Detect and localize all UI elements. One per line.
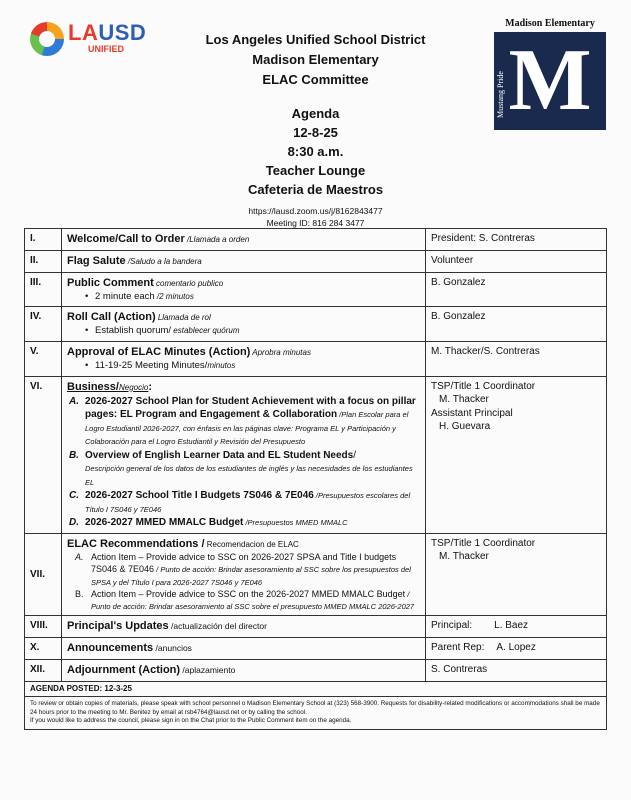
item-cell <box>62 272 426 307</box>
item-title: Approval of ELAC Minutes (Action) <box>67 346 251 358</box>
item-cell: Business/Negocio: A. 2026-2027 School Plan for Student Achievement with a focus on pillar pages: EL Program and Engagement & Collaboration /Plan Escolar para el Logro Estudiantil 2026-2027, con énfasis en las páginas clave: Programa EL y Participación y Colaboración para el Logro Estudiantil y Revisión del Presupuesto B. Overview of English Learner Data and EL Student Needs/ Descripción general de los datos de los estudiantes de inglés y las necesidades de los estudiantes EL C. 2026-2027 School Title I Budgets 7S046 & 7E046 /Presupuestos escolares del Título I 7S046 y 7E046 D. 2026-2027 MMED MMALC Budget /Presupuestos MMED MMALC <box>62 376 426 533</box>
item-title: Public Comment <box>67 276 154 289</box>
meeting-id: Meeting ID: 816 284 3477 <box>266 218 365 228</box>
lausd-unified-text: UNIFIED <box>88 44 124 54</box>
item-presenter: M. Thacker/S. Contreras <box>426 342 607 377</box>
item-cell <box>62 616 426 638</box>
item-presenter: President: S. Contreras <box>426 229 607 251</box>
item-spanish: Recomendacion de ELAC <box>204 539 299 549</box>
sub-item: B. Action Item – Provide advice to SSC on the 2026-2027 MMED MMALC Budget / Punto de acción: Brindar asesoramiento al SSC sobre el presupuesto MMED MMALC 2026-2027 <box>75 588 415 611</box>
item-presenter: Volunteer <box>426 250 607 272</box>
district-name: Los Angeles Unified School District <box>205 32 426 47</box>
agenda-posted: AGENDA POSTED: 12-3-25 <box>25 681 607 697</box>
sub-item: C. 2026-2027 School Title I Budgets 7S046 & 7E046 /Presupuestos escolares del Título I 7S046 y 7E046 <box>69 490 411 514</box>
item-number: I. <box>25 229 62 251</box>
item-spanish: /Llamada a orden <box>184 235 250 244</box>
location-en: Teacher Lounge <box>265 163 366 178</box>
item-number: IV. <box>25 307 62 342</box>
item-spanish: /Saludo a la bandera <box>125 256 202 266</box>
agenda-table <box>24 228 607 730</box>
table-row <box>25 681 607 697</box>
footer-note: To review or obtain copies of materials, please speak with school personnel o Madison Elementary School at (323) 568-3900. Requests for disability-related modifications or accommodations shall be made 24 hours prior to the meeting to Mr. Benitez by email at rsb4764@lausd.net or by calling the school. If you would like to address the council, please sign in on the Chat prior to the Public Comment item on the agenda. <box>25 697 607 730</box>
item-presenter: TSP/Title 1 Coordinator M. Thacker Assistant Principal H. Guevara <box>426 376 607 533</box>
item-spanish: /aplazamiento <box>180 664 236 675</box>
item-presenter: B. Gonzalez <box>426 272 607 307</box>
bullet-item: • 11-19-25 Meeting Minutes/minutos <box>67 360 420 373</box>
item-title: ELAC Recommendations / <box>67 537 205 550</box>
item-number: X. <box>25 637 62 659</box>
item-number: VII. <box>25 533 62 616</box>
table-row <box>25 307 607 342</box>
item-presenter: B. Gonzalez <box>426 307 607 342</box>
item-number: II. <box>25 250 62 272</box>
bullet-item: • Establish quorum/ establecer quórum <box>67 325 420 338</box>
item-presenter: Parent Rep: A. Lopez <box>426 637 607 659</box>
madison-side-text: Mustang Pride <box>496 71 505 118</box>
item-cell <box>62 229 426 251</box>
meeting-time: 8:30 a.m. <box>287 144 344 159</box>
item-presenter: S. Contreras <box>426 659 607 681</box>
item-number: III. <box>25 272 62 307</box>
item-title: Business/ <box>67 380 119 393</box>
zoom-link[interactable]: https://lausd.zoom.us/j/8162843477 <box>248 206 383 216</box>
item-number: V. <box>25 342 62 377</box>
bullet-item: • 2 minute each /2 minutos <box>67 291 420 304</box>
table-row <box>25 533 607 616</box>
item-spanish: comentario publico <box>153 278 224 288</box>
table-row <box>25 250 607 272</box>
sub-item: A. Action Item – Provide advice to SSC on 2026-2027 SPSA and Title I budgets 7S046 & 7E046 / Punto de acción: Brindar asesoramiento al SSC sobre los presupuestos del SPSA y del Título I para 2026-2027 7S046 y 7E046 <box>75 552 411 587</box>
table-row <box>25 342 607 377</box>
school-name: Madison Elementary <box>252 52 379 67</box>
item-cell <box>62 637 426 659</box>
table-row <box>25 616 607 638</box>
item-title: Roll Call (Action) <box>67 311 156 324</box>
item-number: VI. <box>25 376 62 533</box>
sub-item: D. 2026-2027 MMED MMALC Budget /Presupuestos MMED MMALC <box>69 517 348 528</box>
table-row <box>25 659 607 681</box>
item-title: Flag Salute <box>67 254 126 267</box>
item-spanish: /actualización del director <box>168 621 267 632</box>
item-cell <box>62 533 426 616</box>
madison-m-letter: M <box>494 32 606 130</box>
item-title: Announcements <box>67 641 154 654</box>
item-spanish: Aprobra minutas <box>250 348 311 357</box>
sub-item: B. Overview of English Learner Data and EL Student Needs/ Descripción general de los datos de los estudiantes de inglés y las necesidades de los estudiantes EL <box>69 449 413 487</box>
item-spanish: Llamada de rol <box>155 313 211 323</box>
table-row <box>25 272 607 307</box>
lausd-wordmark: LAUSD <box>68 20 147 45</box>
table-row <box>25 376 607 533</box>
item-spanish: /anuncios <box>153 642 192 653</box>
table-row <box>25 637 607 659</box>
madison-logo-caption: Madison Elementary <box>505 18 595 29</box>
committee-name: ELAC Committee <box>262 72 369 87</box>
location-es: Cafeteria de Maestros <box>247 182 384 197</box>
agenda-heading: Agenda <box>291 106 340 121</box>
item-title: Principal's Updates <box>67 620 169 633</box>
item-cell <box>62 307 426 342</box>
table-row <box>25 697 607 730</box>
item-title: Adjournment (Action) <box>67 663 181 676</box>
item-title: Welcome/Call to Order <box>67 233 185 245</box>
item-cell <box>62 342 426 377</box>
item-number: VIII. <box>25 616 62 638</box>
item-presenter: TSP/Title 1 Coordinator M. Thacker <box>426 533 607 616</box>
item-number: XII. <box>25 659 62 681</box>
sub-item: A. 2026-2027 School Plan for Student Achievement with a focus on pillar pages: EL Program and Engagement & Collaboration /Plan Escolar para el Logro Estudiantil 2026-2027, con énfasis en las páginas clave: Programa EL y Participación y Colaboración para el Logro Estudiantil y Revisión del Presupuesto <box>69 395 416 446</box>
item-cell <box>62 659 426 681</box>
item-cell <box>62 250 426 272</box>
table-row <box>25 229 607 251</box>
meeting-date: 12-8-25 <box>293 125 338 140</box>
item-presenter: Principal: L. Baez <box>426 616 607 638</box>
